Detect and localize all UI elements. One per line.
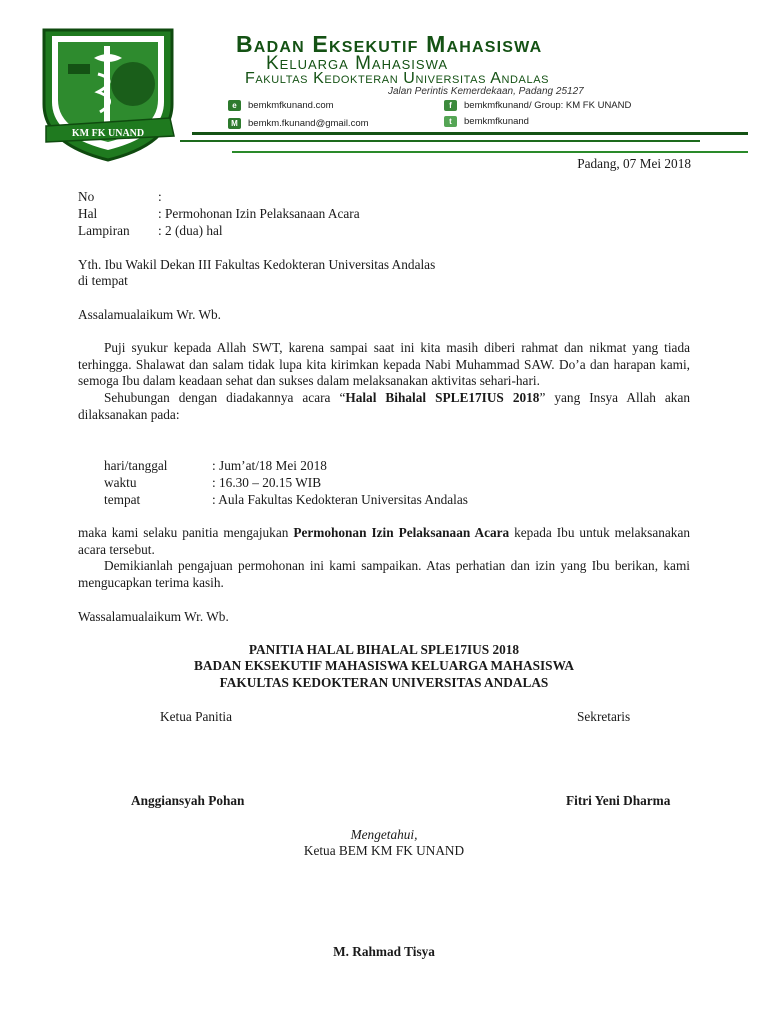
greeting: Assalamualaikum Wr. Wb. xyxy=(78,307,221,322)
website-text: bemkmfkunand.com xyxy=(248,99,334,111)
letter-body xyxy=(78,340,690,424)
meta-value-attachment: : 2 (dua) hal xyxy=(158,223,223,238)
committee-line-3: FAKULTAS KEDOKTERAN UNIVERSITAS ANDALAS xyxy=(219,675,549,690)
org-name: Badan Eksekutif Mahasiswa xyxy=(236,31,543,57)
logo-text: KM FK UNAND xyxy=(71,128,145,139)
meta-value-subject: : Permohonan Izin Pelaksanaan Acara xyxy=(158,206,360,221)
place-date: Padang, 07 Mei 2018 xyxy=(577,156,691,171)
meta-label-subject: Hal xyxy=(78,206,98,221)
event-label-time: waktu xyxy=(104,475,137,490)
faculty-name: Fakultas Kedokteran Universitas Andalas xyxy=(245,70,550,87)
event-value-date: : Jum’at/18 Mei 2018 xyxy=(212,458,327,473)
twitter-icon: t xyxy=(444,116,457,127)
event-value-place: : Aula Fakultas Kedokteran Universitas Andalas xyxy=(212,492,468,507)
twitter-text: bemkmfkunand xyxy=(464,115,529,127)
acknowledge-title: Ketua BEM KM FK UNAND xyxy=(303,843,465,858)
paragraph-1: Puji syukur kepada Allah SWT, karena sampai saat ini kita masih diberi rahmat dan nikmat yang tiada terhingga. Shalawat dan salam tidak lupa kita kirimkan kepada Nabi Muhammad SAW. Do’a dan harapan kami, semoga Ibu dalam keadaan sehat dan sukses dalam melaksanakan aktivitas sehari-hari. xyxy=(78,340,690,389)
signer-left-name: Anggiansyah Pohan xyxy=(131,793,245,808)
address: Jalan Perintis Kemerdekaan, Padang 25127 xyxy=(388,86,584,97)
recipient-location: di tempat xyxy=(78,273,128,288)
paragraph-4: Demikianlah pengajuan permohonan ini kami sampaikan. Atas perhatian dan izin yang Ibu berikan, kami mengucapkan terima kasih. xyxy=(78,558,690,591)
website-contact xyxy=(228,100,334,111)
org-subtitle: Keluarga Mahasiswa xyxy=(266,53,449,74)
header-rule xyxy=(192,132,748,135)
acknowledge-label: Mengetahui, xyxy=(350,827,418,842)
signer-right-title: Sekretaris xyxy=(577,709,631,724)
event-label-place: tempat xyxy=(104,492,141,507)
event-value-time: : 16.30 – 20.15 WIB xyxy=(212,475,322,490)
paragraph-3: maka kami selaku panitia mengajukan Permohonan Izin Pelaksanaan Acara kepada Ibu untuk melaksanakan acara tersebut. xyxy=(78,525,690,557)
globe-icon: e xyxy=(228,100,241,111)
email-contact xyxy=(228,118,369,129)
organization-logo xyxy=(38,14,178,164)
email-text: bemkm.fkunand@gmail.com xyxy=(248,117,369,129)
acknowledge-name: M. Rahmad Tisya xyxy=(333,944,435,959)
closing: Wassalamualaikum Wr. Wb. xyxy=(78,609,229,624)
facebook-contact xyxy=(444,100,631,111)
event-name: Halal Bihalal SPLE17IUS 2018 xyxy=(345,390,540,406)
letter-body-2 xyxy=(78,525,690,592)
facebook-text: bemkmfkunand/ Group: KM FK UNAND xyxy=(464,99,632,111)
recipient: Yth. Ibu Wakil Dekan III Fakultas Kedokteran Universitas Andalas xyxy=(78,257,436,272)
header-rule xyxy=(180,140,700,142)
committee-line-1: PANITIA HALAL BIHALAL SPLE17IUS 2018 xyxy=(248,642,520,657)
event-label-date: hari/tanggal xyxy=(104,458,168,473)
committee-line-2: BADAN EKSEKUTIF MAHASISWA KELUARGA MAHASISWA xyxy=(193,658,574,673)
request-title: Permohonan Izin Pelaksanaan Acara xyxy=(293,525,510,540)
paragraph-2: Sehubungan dengan diadakannya acara “Halal Bihalal SPLE17IUS 2018” yang Insya Allah akan dilaksanakan pada: xyxy=(78,390,691,422)
facebook-icon: f xyxy=(444,100,457,111)
twitter-contact xyxy=(444,116,529,127)
meta-value-number: : xyxy=(158,189,162,204)
mail-icon: M xyxy=(228,118,241,129)
header-rule xyxy=(232,151,748,153)
signer-right-name: Fitri Yeni Dharma xyxy=(566,793,671,808)
meta-label-attachment: Lampiran xyxy=(78,223,130,238)
signer-left-title: Ketua Panitia xyxy=(160,709,233,724)
meta-label-number: No xyxy=(78,189,95,204)
